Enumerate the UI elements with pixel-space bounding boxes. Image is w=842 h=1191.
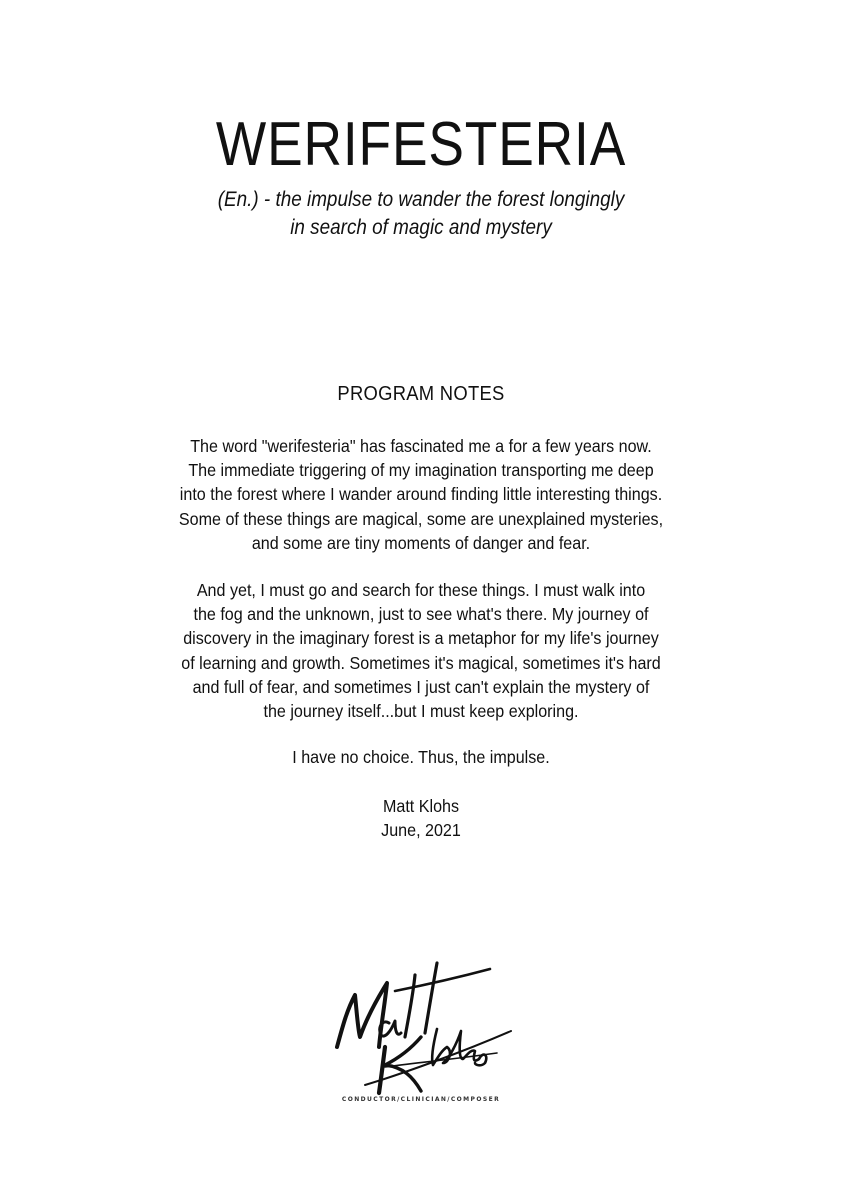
paragraph-line: and some are tiny moments of danger and fear. bbox=[251, 532, 591, 553]
section-heading: PROGRAM NOTES bbox=[337, 383, 505, 405]
note-date: June, 2021 bbox=[381, 820, 461, 841]
author-name: Matt Klohs bbox=[382, 796, 460, 816]
definition-line: (En.) - the impulse to wander the forest longingly bbox=[217, 188, 625, 211]
signature-logo bbox=[325, 955, 525, 1110]
page-title: WERIFESTERIA bbox=[215, 110, 627, 179]
paragraph-line: of learning and growth. Sometimes it's magical, sometimes it's hard bbox=[181, 652, 661, 673]
notes-paragraph-2 bbox=[34, 578, 809, 723]
signature-logo-graphic bbox=[325, 955, 525, 1110]
paragraph-line: The immediate triggering of my imagination transporting me deep bbox=[188, 460, 654, 481]
paragraph-line: and full of fear, and sometimes I just can't explain the mystery of bbox=[192, 676, 650, 697]
paragraph-line: the fog and the unknown, just to see what's there. My journey of bbox=[193, 604, 649, 625]
author-signoff bbox=[34, 794, 809, 842]
paragraph-line: the journey itself...but I must keep exploring. bbox=[263, 701, 579, 722]
paragraph-line: And yet, I must go and search for these things. I must walk into bbox=[196, 580, 646, 600]
paragraph-line: into the forest where I wander around finding little interesting things. bbox=[179, 484, 663, 505]
notes-paragraph-3 bbox=[34, 745, 809, 769]
paragraph-line: The word "werifesteria" has fascinated me a for a few years now. bbox=[190, 436, 652, 456]
title-definition bbox=[42, 186, 800, 242]
paragraph-line: Some of these things are magical, some are unexplained mysteries, bbox=[178, 508, 664, 529]
paragraph-line: I have no choice. Thus, the impulse. bbox=[292, 747, 550, 767]
notes-paragraph-1 bbox=[34, 434, 809, 555]
definition-line: in search of magic and mystery bbox=[290, 216, 552, 239]
logo-caption: CONDUCTOR/CLINICIAN/COMPOSER bbox=[341, 1096, 501, 1103]
paragraph-line: discovery in the imaginary forest is a metaphor for my life's journey bbox=[183, 628, 659, 649]
